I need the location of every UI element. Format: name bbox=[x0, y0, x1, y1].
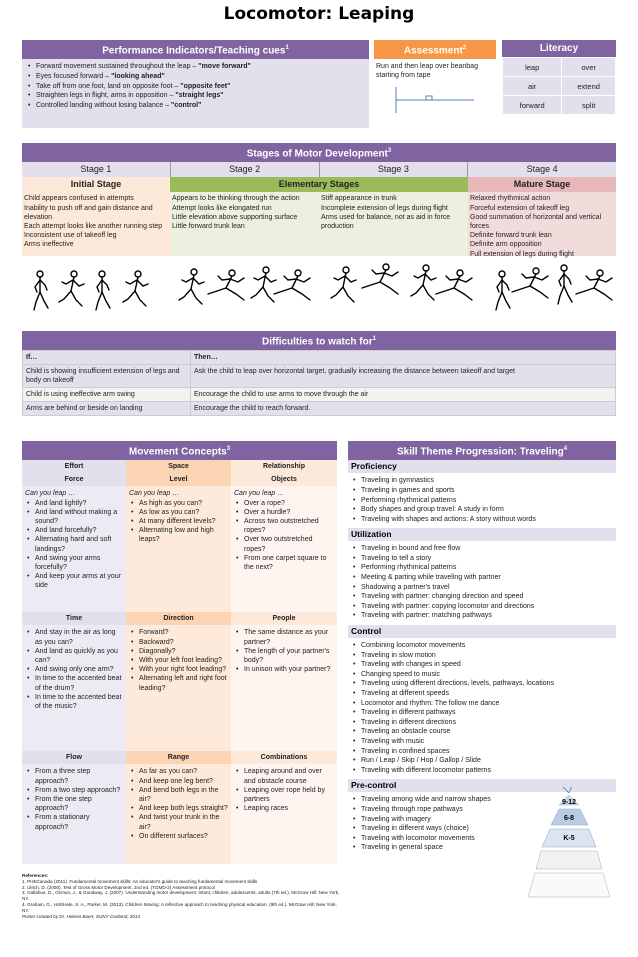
stage-desc-line: Little elevation above supporting surface bbox=[172, 213, 298, 221]
stage-desc-line: Relaxed rhythmical action bbox=[470, 195, 551, 203]
leaping-figure bbox=[362, 264, 398, 294]
skill-level-proficiency: Proficiency bbox=[348, 460, 616, 473]
stage-3-label: Stage 3 bbox=[320, 162, 469, 177]
skill-item: • Traveling with locomotor movements bbox=[351, 834, 521, 844]
concept-item: • As far as you can? bbox=[129, 767, 228, 776]
concept-item: • And land as quickly as you can? bbox=[25, 647, 123, 665]
concept-item: • At many different levels? bbox=[129, 517, 228, 526]
stage-3-desc bbox=[319, 192, 468, 256]
stage-2-label: Stage 2 bbox=[171, 162, 320, 177]
references bbox=[22, 873, 344, 919]
stage-1-desc bbox=[22, 192, 170, 256]
difficulty-if: Child is showing insufficient extension of legs and body on takeoff bbox=[23, 365, 191, 388]
if-column-header: If… bbox=[23, 351, 191, 365]
objects-cell bbox=[231, 486, 337, 612]
concept-list bbox=[129, 767, 228, 841]
literacy-table bbox=[502, 57, 616, 115]
leaping-figure bbox=[331, 267, 356, 302]
stage-desc-line: Full extension of legs during flight bbox=[470, 250, 574, 258]
movement-concepts-header: Movement Concepts$^3$ bbox=[22, 441, 337, 460]
concept-item: • In time to the accented beat of the drum? bbox=[25, 674, 123, 692]
difficulty-if: Child is using ineffective arm swing bbox=[23, 388, 191, 402]
skill-item: • Traveling in different ways (choice) bbox=[351, 824, 521, 834]
skill-level-utilization: Utilization bbox=[348, 528, 616, 541]
stage-desc-line: Attempt looks like elongated run bbox=[172, 204, 272, 212]
time-header: Time bbox=[22, 612, 126, 625]
literacy-header: Literacy bbox=[502, 40, 616, 57]
mature-stage-label: Mature Stage bbox=[468, 177, 616, 192]
skill-item: • Traveling in general space bbox=[351, 843, 613, 853]
performance-item bbox=[26, 91, 365, 101]
stage-desc-line: Arms ineffective bbox=[24, 241, 74, 249]
stage-desc-line: Little forward trunk lean bbox=[172, 222, 245, 230]
leaping-figure bbox=[411, 265, 436, 300]
concept-list bbox=[234, 767, 334, 813]
flow-header: Flow bbox=[22, 751, 126, 764]
concept-list bbox=[25, 628, 123, 711]
skill-item: • Run / Leap / Skip / Hop / Gallop / Slide bbox=[351, 756, 541, 766]
concept-item: • And bend both legs in the air? bbox=[129, 786, 228, 804]
literacy-word: leap bbox=[503, 58, 562, 77]
reference-item: 1. PHECanada (2011). Fundamental movement skills: An educator's guide to teaching fundamental movement skills bbox=[22, 878, 258, 884]
skill-item: • Traveling with partner: changing direction and speed bbox=[351, 592, 613, 602]
skill-item: • Traveling with changes in speed bbox=[351, 660, 613, 670]
literacy-word: split bbox=[562, 96, 616, 115]
stages-panel bbox=[22, 143, 616, 323]
leaping-figure bbox=[576, 270, 612, 300]
performance-indicators bbox=[22, 40, 369, 128]
concept-item: • And land forcefully? bbox=[25, 526, 123, 535]
stage-desc-line: Arms used for balance, not as aid in force production bbox=[321, 213, 451, 230]
skill-theme-header: Skill Theme Progression: Traveling$^4$ bbox=[348, 441, 616, 460]
leaping-figure bbox=[558, 265, 572, 304]
time-cell bbox=[22, 625, 126, 751]
concept-item: • From a stationary approach? bbox=[25, 813, 123, 831]
space-header: Space bbox=[126, 460, 231, 473]
concept-prompt: Can you leap … bbox=[25, 490, 76, 498]
difficulty-then: Ask the child to leap over horizontal target, gradually increasing the distance between takeoff and target bbox=[191, 365, 616, 388]
leaping-figure bbox=[512, 268, 548, 298]
skill-item: • Traveling with partner: matching pathways bbox=[351, 611, 613, 621]
concept-item: • With your left foot leading? bbox=[129, 656, 228, 665]
concept-item: • And land without making a sound? bbox=[25, 508, 123, 526]
concept-item: • And keep both legs straight? bbox=[129, 804, 228, 813]
assessment-diagram bbox=[374, 83, 496, 123]
skill-item: • Traveling with imagery bbox=[351, 815, 521, 825]
skill-item: • Traveling with music bbox=[351, 737, 541, 747]
stage-desc-line: Definite arm opposition bbox=[470, 241, 542, 249]
effort-header: Effort bbox=[22, 460, 126, 473]
references-title: References: bbox=[22, 873, 49, 878]
stage-desc-line: Definite forward trunk lean bbox=[470, 232, 552, 240]
people-header: People bbox=[231, 612, 337, 625]
stages-header: Stages of Motor Development$^3$ bbox=[22, 143, 616, 162]
teaching-cue: "control" bbox=[171, 101, 202, 109]
stage-desc-line: Inability to push off and gain distance and elevation bbox=[24, 204, 153, 221]
concept-list bbox=[129, 628, 228, 692]
concept-list bbox=[234, 499, 334, 573]
range-cell bbox=[126, 764, 231, 864]
skill-item: • Performing rhythmical patterns bbox=[351, 496, 613, 506]
skill-theme-panel bbox=[348, 441, 616, 929]
concept-list bbox=[234, 628, 334, 674]
performance-item bbox=[26, 101, 365, 111]
concept-item: • Leaping races bbox=[234, 804, 334, 813]
skill-item: • Traveling an obstacle course bbox=[351, 727, 541, 737]
stage-descriptions bbox=[22, 192, 616, 256]
concept-item: • Leaping around and over and obstacle course bbox=[234, 767, 334, 785]
stage-2-desc bbox=[170, 192, 319, 256]
skill-level-control: Control bbox=[348, 625, 616, 638]
skill-item: • Traveling with different locomotor patterns bbox=[351, 766, 541, 776]
skill-level-pre-control: Pre-control bbox=[348, 779, 616, 792]
difficulty-then: Encourage the child to use arms to move through the air bbox=[191, 388, 616, 402]
concept-item: • Alternating left and right foot leading? bbox=[129, 674, 228, 692]
concept-prompt: Can you leap … bbox=[129, 490, 180, 498]
level-cell bbox=[126, 486, 231, 612]
stage-4-label: Stage 4 bbox=[526, 164, 558, 175]
concept-list bbox=[129, 499, 228, 545]
leaping-figure bbox=[436, 270, 472, 300]
stage-desc-line: Each attempt looks like another running step bbox=[24, 222, 163, 230]
skill-list bbox=[348, 473, 616, 528]
concept-item: • From the one step approach? bbox=[25, 795, 123, 813]
leaping-figure bbox=[274, 270, 310, 300]
skill-item: • Shadowing a partner's travel bbox=[351, 583, 613, 593]
reference-item: 2. Ulrich, D. (2000). Test of Gross Motor Development, 2nd ed. (TGMD-2) Assessment protocol bbox=[22, 884, 215, 890]
combinations-cell bbox=[231, 764, 337, 864]
skill-item: • Locomotor and rhythm: The follow me dance bbox=[351, 699, 613, 709]
concept-item: • From one carpet square to the next? bbox=[234, 554, 334, 572]
skill-item: • Traveling to tell a story bbox=[351, 554, 613, 564]
people-cell bbox=[231, 625, 337, 751]
concept-item: • And swing only one arm? bbox=[25, 665, 123, 674]
difficulties-header: Difficulties to watch for$^1$ bbox=[22, 331, 616, 350]
concept-item: • Forward? bbox=[129, 628, 228, 637]
concept-item: • And keep one leg bent? bbox=[129, 777, 228, 786]
stage-desc-line: Stiff appearance in trunk bbox=[321, 195, 397, 203]
leaping-figures-illustration bbox=[22, 256, 616, 326]
skill-item: • Traveling with shapes and actions: A story without words bbox=[351, 515, 613, 525]
concept-item: • And swing your arms forcefully? bbox=[25, 554, 123, 572]
concept-item: • Backward? bbox=[129, 638, 228, 647]
skill-item: • Traveling in gymnastics bbox=[351, 476, 613, 486]
leaping-figure bbox=[496, 271, 510, 310]
skill-item: • Performing rhythmical patterns bbox=[351, 563, 613, 573]
range-header: Range bbox=[126, 751, 231, 764]
literacy-word: air bbox=[503, 77, 562, 96]
skill-item: • Traveling with partner: copying locomotor and directions bbox=[351, 602, 613, 612]
performance-text: Eyes focused forward – bbox=[36, 72, 112, 80]
leaping-figure bbox=[251, 267, 276, 302]
concept-item: • In unison with your partner? bbox=[234, 665, 334, 674]
concept-item: • With your right foot leading? bbox=[129, 665, 228, 674]
skill-item: • Traveling through rope pathways bbox=[351, 805, 521, 815]
difficulties-table bbox=[22, 350, 616, 416]
elementary-stage-label: Elementary Stages bbox=[170, 177, 468, 192]
stage-levels bbox=[22, 177, 616, 192]
skill-item: • Traveling at different speeds bbox=[351, 689, 613, 699]
leaping-figure bbox=[59, 271, 84, 306]
assessment-header: Assessment$^2$ bbox=[374, 40, 496, 59]
performance-text: Controlled landing without losing balance – bbox=[36, 101, 172, 109]
skill-item: • Meeting & parting while traveling with partner bbox=[351, 573, 613, 583]
stage-1-label: Stage 1 bbox=[22, 162, 171, 177]
performance-item bbox=[26, 82, 365, 92]
concept-item: • Alternating hard and soft landings? bbox=[25, 535, 123, 553]
stage-desc-line: Good summation of horizontal and vertical forces bbox=[470, 213, 602, 230]
force-cell bbox=[22, 486, 126, 612]
concept-item: • Over two outstretched ropes? bbox=[234, 535, 334, 553]
stage-numbers bbox=[22, 162, 616, 177]
flow-cell bbox=[22, 764, 126, 864]
skill-item: • Traveling using different directions, levels, pathways, locations bbox=[351, 679, 613, 689]
concept-item: • Across two outstretched ropes? bbox=[234, 517, 334, 535]
assessment-panel bbox=[374, 40, 496, 128]
page-title: Locomotor: Leaping bbox=[223, 4, 415, 24]
relationship-header: Relationship bbox=[231, 460, 337, 473]
pyramid-level-k-5: K-5 bbox=[563, 835, 575, 842]
leaping-figure bbox=[208, 270, 244, 300]
concept-item: • From a three step approach? bbox=[25, 767, 123, 785]
concept-item: • And twist your trunk in the air? bbox=[129, 813, 228, 831]
skill-item: • Traveling in different directions bbox=[351, 718, 613, 728]
literacy-word: over bbox=[562, 58, 616, 77]
progression-pyramid bbox=[524, 787, 614, 907]
assessment-text: Run and then leap over beanbag starting from tape bbox=[376, 63, 478, 80]
pyramid-level-6-8: 6-8 bbox=[563, 815, 575, 822]
skill-item: • Traveling in games and sports bbox=[351, 486, 613, 496]
performance-list bbox=[22, 59, 369, 113]
teaching-cue: "straight legs" bbox=[175, 92, 224, 100]
concept-item: • And stay in the air as long as you can? bbox=[25, 628, 123, 646]
concept-item: • Over a hurdle? bbox=[234, 508, 334, 517]
skill-item: • Changing speed to music bbox=[351, 670, 613, 680]
concept-item: • And land lightly? bbox=[25, 499, 123, 508]
level-header: Level bbox=[126, 473, 231, 486]
concept-item: • Leaping over rope held by partners bbox=[234, 786, 334, 804]
leaping-figure bbox=[34, 271, 48, 310]
performance-header: Performance Indicators/Teaching cues$^1$ bbox=[22, 40, 369, 59]
difficulty-if: Arms are behind or beside on landing bbox=[23, 402, 191, 416]
skill-item: • Traveling in different pathways bbox=[351, 708, 613, 718]
skill-item: • Body shapes and group travel: A study in form bbox=[351, 505, 613, 515]
concept-item: • Diagonally? bbox=[129, 647, 228, 656]
concept-item: • As low as you can? bbox=[129, 508, 228, 517]
skill-item: • Traveling in confined spaces bbox=[351, 747, 541, 757]
teaching-cue: "move forward" bbox=[198, 63, 251, 71]
concept-item: • Over a rope? bbox=[234, 499, 334, 508]
stage-4-desc bbox=[468, 192, 616, 256]
literacy-word: forward bbox=[503, 96, 562, 115]
performance-text: Straighten legs in flight, arms in opposition – bbox=[36, 92, 176, 100]
skill-item: • Traveling in slow motion bbox=[351, 651, 613, 661]
literacy-word: extend bbox=[562, 77, 616, 96]
skill-item: • Traveling in bound and free flow bbox=[351, 544, 613, 554]
pyramid-level-9-12: 9-12 bbox=[561, 799, 577, 806]
movement-concepts-panel bbox=[22, 441, 337, 871]
stage-desc-line: Inconsistent use of takeoff leg bbox=[24, 232, 117, 240]
concept-item: • From a two step approach? bbox=[25, 786, 123, 795]
concept-item: • And keep your arms at your side bbox=[25, 572, 123, 590]
skill-list bbox=[348, 638, 616, 779]
teaching-cue: "looking ahead" bbox=[111, 72, 165, 80]
direction-cell bbox=[126, 625, 231, 751]
stage-desc-line: Incomplete extension of legs during flight bbox=[321, 204, 448, 212]
movement-concepts-table bbox=[22, 460, 337, 864]
direction-header: Direction bbox=[126, 612, 231, 625]
skill-item: • Traveling among wide and narrow shapes bbox=[351, 795, 521, 805]
force-header: Force bbox=[22, 473, 126, 486]
difficulties-panel bbox=[22, 331, 616, 426]
reference-item: 3. Gallahue, D., Ozmun, J., & Goodway, J. (2007). Understanding motor development: Infant, children, adolescents, adults (7th ed.). McGraw Hill: New York, NY. bbox=[22, 890, 340, 902]
literacy-panel bbox=[502, 40, 616, 128]
stage-desc-line: Child appears confused in attempts bbox=[24, 195, 134, 203]
teaching-cue: "opposite feet" bbox=[180, 82, 231, 90]
concept-item: • The same distance as your partner? bbox=[234, 628, 334, 646]
leaping-figure bbox=[179, 269, 204, 304]
concept-item: • On different surfaces? bbox=[129, 832, 228, 841]
combinations-header: Combinations bbox=[231, 751, 337, 764]
performance-text: Forward movement sustained throughout the leap – bbox=[36, 63, 199, 71]
concept-list bbox=[25, 767, 123, 831]
performance-text: Take off from one foot, land on opposite foot – bbox=[36, 82, 181, 90]
poster-credit: Poster created by Dr. Helena Baert, SUNY Cortland, 2014 bbox=[22, 913, 140, 919]
skill-item: • Combining locomotor movements bbox=[351, 641, 613, 651]
concept-item: • As high as you can? bbox=[129, 499, 228, 508]
reference-item: 4. Graham, G., Holt/Hale, S. A., Parker, M. (2013). Children Moving: A reflective approach to teaching physical education. (9th ed.). McGraw Hill: New York, NY. bbox=[22, 901, 337, 913]
then-column-header: Then… bbox=[191, 351, 616, 365]
skill-list bbox=[348, 541, 616, 625]
concept-prompt: Can you leap … bbox=[234, 490, 285, 498]
stage-desc-line: Forceful extension of takeoff leg bbox=[470, 204, 570, 212]
concept-item: • Alternating low and high leaps? bbox=[129, 526, 228, 544]
concept-list bbox=[25, 499, 123, 591]
leaping-figure bbox=[96, 271, 110, 310]
initial-stage-label: Initial Stage bbox=[22, 177, 170, 192]
stage-desc-line: Appears to be thinking through the action bbox=[172, 195, 300, 203]
performance-item bbox=[26, 62, 365, 72]
concept-item: • In time to the accented beat of the music? bbox=[25, 693, 123, 711]
difficulty-then: Encourage the child to reach forward. bbox=[191, 402, 616, 416]
concept-item: • The length of your partner's body? bbox=[234, 647, 334, 665]
references-list bbox=[22, 879, 344, 914]
performance-item bbox=[26, 72, 365, 82]
leaping-figure bbox=[123, 271, 148, 306]
objects-header: Objects bbox=[231, 473, 337, 486]
